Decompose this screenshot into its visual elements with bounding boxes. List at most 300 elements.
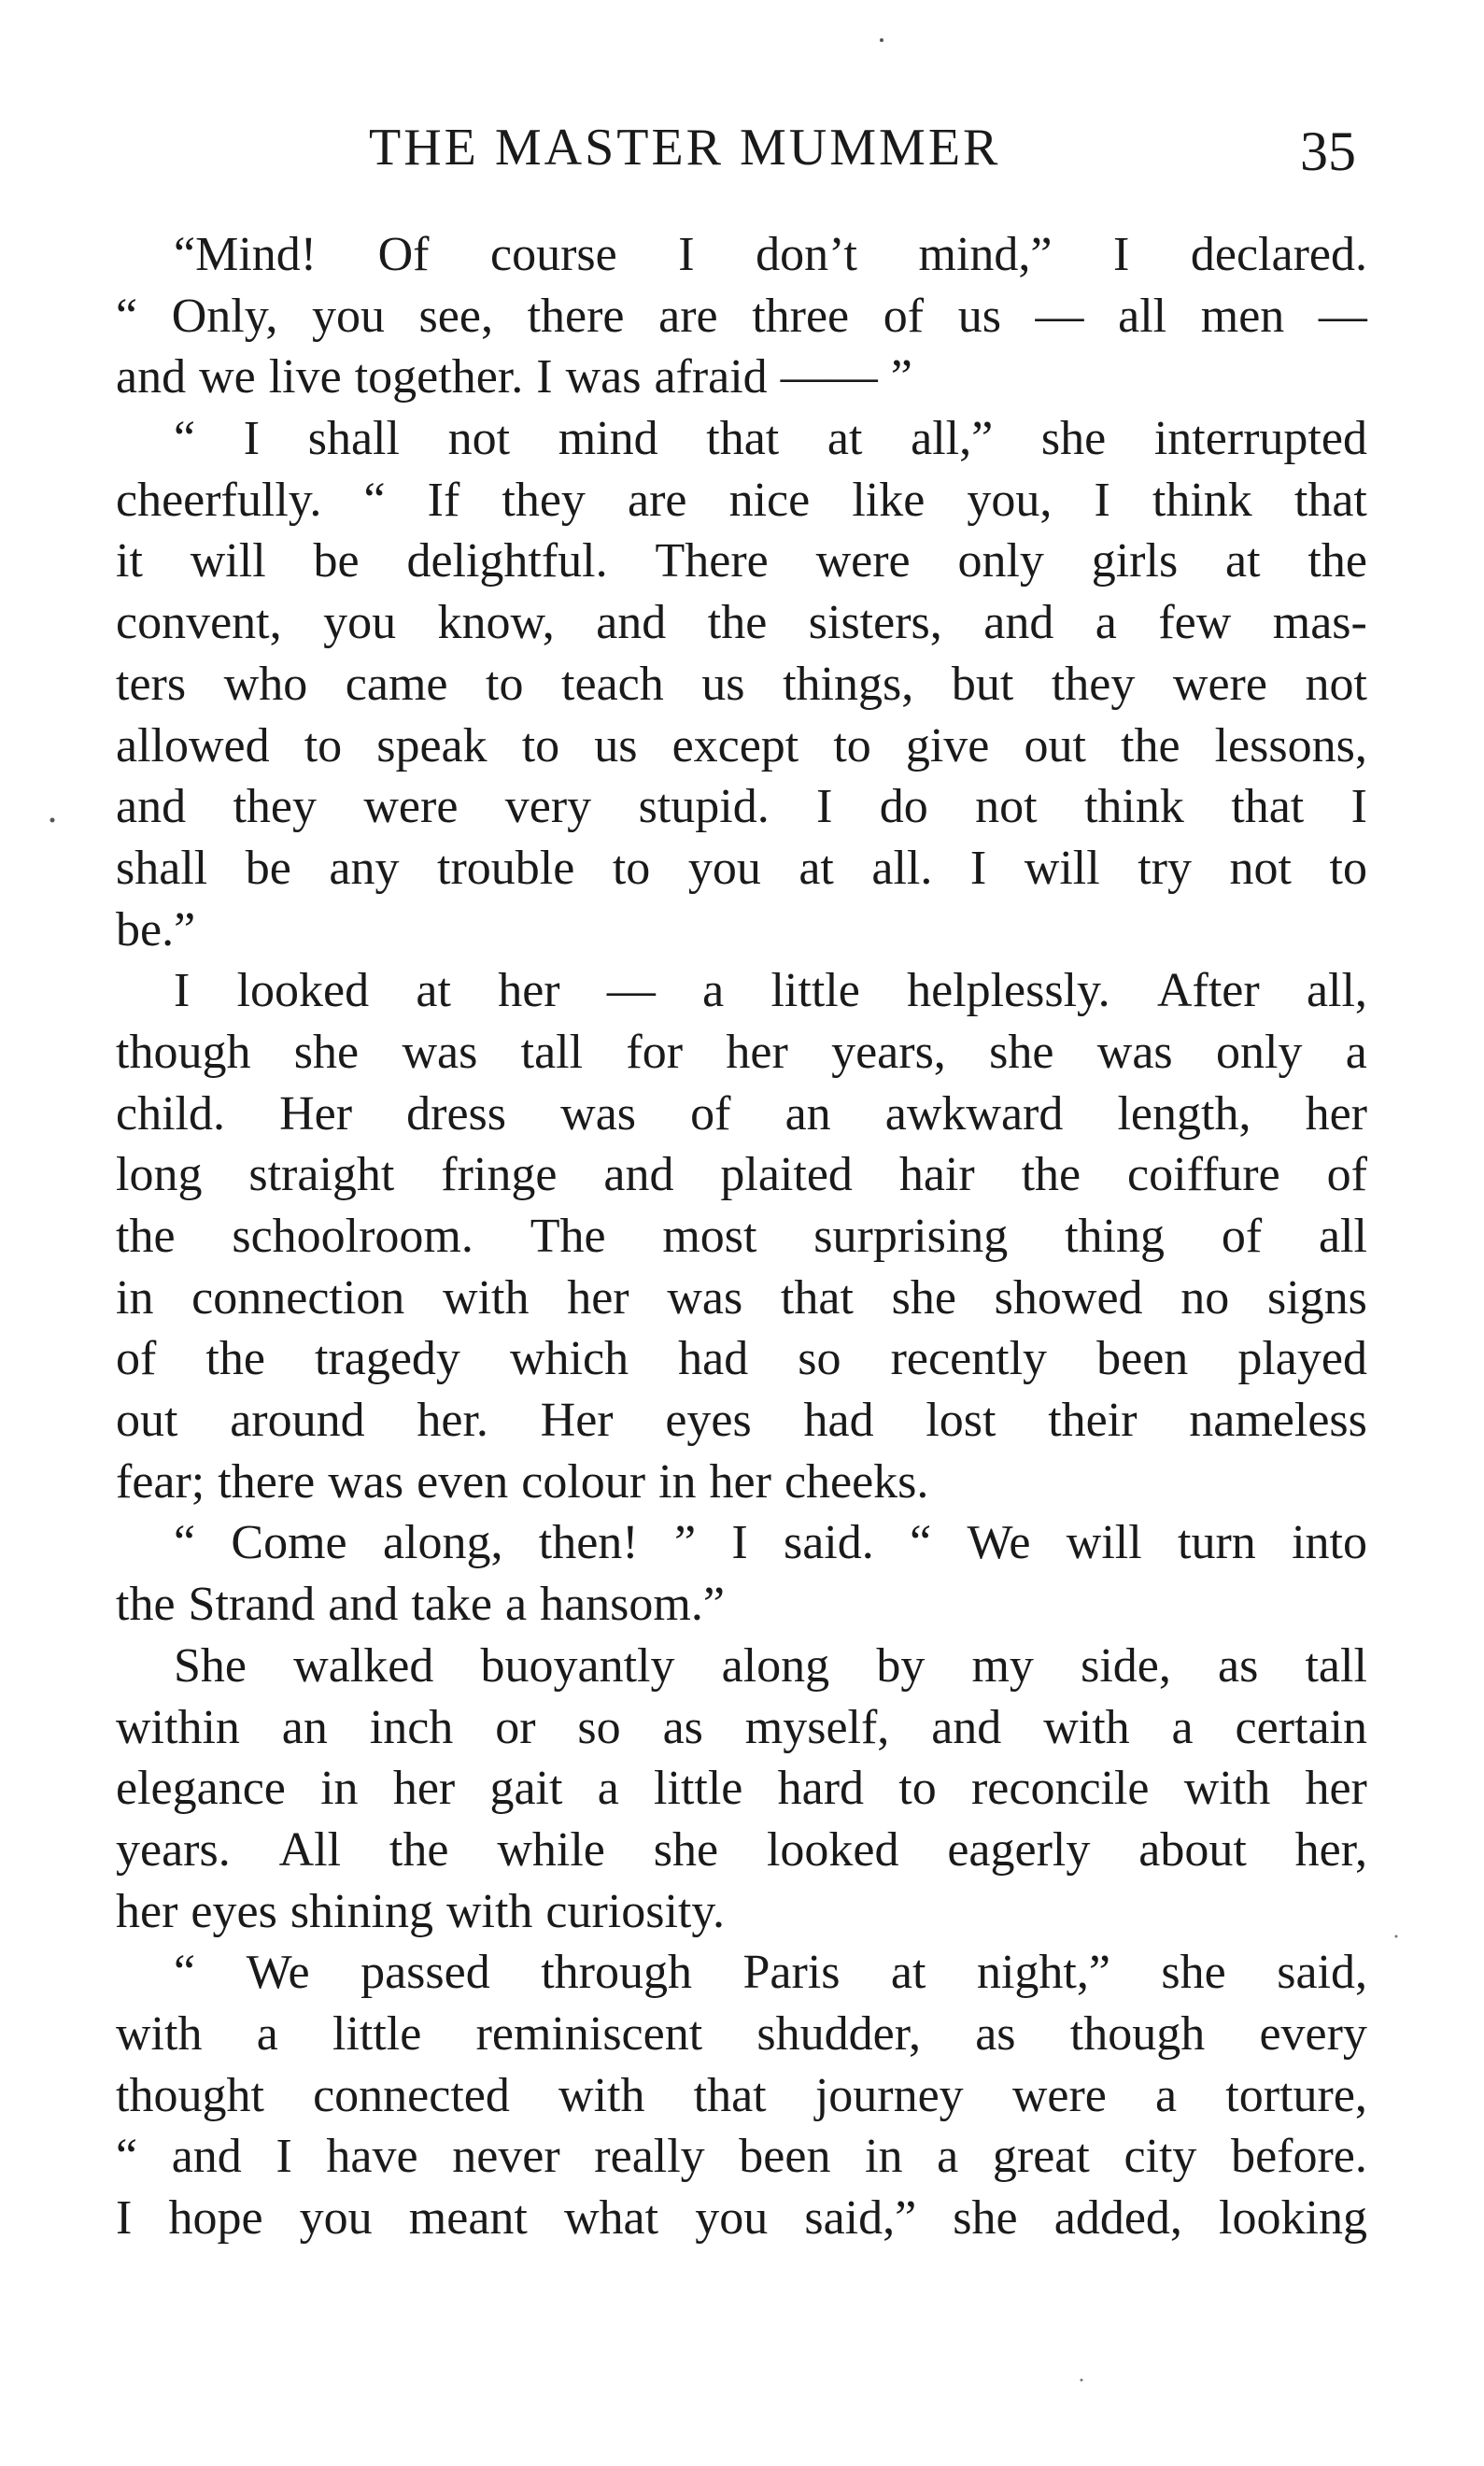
word: what — [563, 2191, 659, 2245]
word: was — [667, 1270, 743, 1325]
word: to — [486, 657, 524, 711]
word: nameless — [1189, 1394, 1367, 1448]
word: all, — [1306, 964, 1367, 1018]
word: played — [1237, 1332, 1367, 1386]
word: we — [199, 350, 256, 404]
word: —— — [780, 350, 878, 404]
word: men — [1200, 289, 1285, 343]
word: only — [957, 534, 1044, 588]
text-line — [116, 654, 1367, 716]
word: together. — [354, 350, 524, 404]
text-line — [116, 1820, 1367, 1881]
speck — [1081, 2379, 1083, 2382]
word: by — [876, 1638, 926, 1693]
word: a — [505, 1578, 528, 1632]
speck — [50, 818, 55, 823]
word: I — [276, 2130, 292, 2184]
word: a — [1095, 596, 1117, 650]
word: in — [658, 1454, 697, 1509]
word: at — [890, 1946, 926, 2000]
word: very — [504, 780, 592, 834]
word: that — [780, 1270, 854, 1325]
text-line — [116, 2126, 1367, 2188]
word: was — [1096, 1025, 1173, 1079]
word: about — [1138, 1822, 1247, 1877]
text-line — [116, 1758, 1367, 1820]
word: her — [1305, 1086, 1367, 1141]
word: with — [116, 2006, 203, 2061]
word: all — [1118, 289, 1167, 343]
word: a — [1155, 2068, 1178, 2122]
text-line — [116, 1881, 1367, 1943]
text-line — [116, 1268, 1367, 1329]
word: thought — [116, 2068, 264, 2122]
text-line — [116, 1452, 1367, 1513]
word: not — [1229, 841, 1292, 895]
word: girls — [1091, 534, 1179, 588]
word: think — [1083, 780, 1184, 834]
word: tall — [520, 1025, 584, 1079]
word: you — [299, 2191, 373, 2245]
word: helplessly. — [907, 964, 1110, 1018]
word: hope — [168, 2191, 263, 2245]
word: — — [606, 964, 656, 1018]
word: be — [313, 534, 360, 588]
text-line — [116, 2065, 1367, 2127]
word: she — [293, 1025, 360, 1079]
word: that — [1231, 780, 1305, 834]
word: I — [116, 2191, 133, 2245]
text-line — [116, 1144, 1367, 1206]
word: a — [597, 1762, 619, 1816]
word: speak — [376, 718, 488, 772]
word: a — [1171, 1700, 1194, 1754]
word: they — [502, 473, 586, 527]
text-line — [116, 1636, 1367, 1697]
word: though — [116, 1025, 251, 1079]
word: had — [803, 1394, 874, 1448]
word: child. — [116, 1086, 225, 1141]
text-line — [116, 347, 1367, 408]
word: looked — [236, 964, 370, 1018]
word: awkward — [884, 1086, 1064, 1141]
word: that — [1293, 473, 1367, 527]
word: was — [565, 350, 642, 404]
word: had — [678, 1332, 749, 1386]
word: live — [268, 350, 342, 404]
word: added, — [1053, 2191, 1182, 2245]
word: so — [798, 1332, 841, 1386]
word: the — [116, 1578, 176, 1632]
word: she — [989, 1025, 1054, 1079]
word: with — [445, 1884, 533, 1938]
word: ” — [890, 350, 912, 404]
word: said. — [783, 1516, 874, 1570]
word: hansom.” — [540, 1578, 725, 1632]
word: I — [1350, 780, 1367, 834]
word: it — [116, 534, 143, 588]
word: I — [816, 780, 833, 834]
word: and — [983, 596, 1054, 650]
word: Her — [540, 1394, 614, 1448]
running-head — [0, 110, 1484, 185]
word: torture, — [1225, 2068, 1367, 2122]
word: interrupted — [1153, 412, 1367, 466]
word: of — [1221, 1210, 1263, 1263]
word: and — [931, 1700, 1002, 1754]
word: great — [992, 2130, 1090, 2184]
word: a — [937, 2130, 959, 2184]
word: — — [1035, 289, 1084, 343]
word: before. — [1231, 2130, 1367, 2184]
word: not — [1305, 657, 1367, 711]
speck — [880, 38, 883, 42]
word: were — [1011, 2068, 1107, 2122]
word: Paris — [742, 1946, 841, 2000]
word: in — [116, 1270, 154, 1325]
word: I — [969, 841, 987, 895]
word: I — [1113, 228, 1130, 281]
word: cheerfully. — [116, 473, 322, 527]
text-line — [116, 838, 1367, 900]
word: coiffure — [1127, 1148, 1280, 1202]
word: out — [1024, 718, 1086, 772]
text-line — [116, 1390, 1367, 1452]
word: there — [218, 1454, 316, 1509]
word: to — [833, 718, 871, 772]
word: I — [536, 350, 553, 404]
word: most — [662, 1210, 757, 1263]
word: then! — [538, 1516, 639, 1570]
word: along — [721, 1638, 830, 1693]
word: declared. — [1190, 228, 1367, 281]
word: long — [116, 1148, 203, 1202]
word: the — [1121, 718, 1180, 772]
word: were — [363, 780, 459, 834]
text-line — [116, 2188, 1367, 2249]
word: at — [1225, 534, 1261, 588]
word: of — [883, 289, 925, 343]
word: walked — [293, 1638, 434, 1693]
word: she — [1161, 1946, 1226, 2000]
word: convent, — [116, 596, 282, 650]
word: you, — [967, 473, 1053, 527]
text-line — [116, 1574, 1367, 1636]
word: I — [174, 964, 191, 1018]
word: will — [1066, 1516, 1142, 1570]
word: trouble — [437, 841, 575, 895]
text-line — [116, 286, 1367, 347]
word: looking — [1219, 2191, 1367, 2245]
word: an — [281, 1700, 328, 1754]
word: was — [560, 1086, 637, 1141]
word: dress — [406, 1086, 507, 1141]
word: meant — [408, 2191, 528, 2245]
word: “ — [174, 1516, 196, 1570]
word: ” — [673, 1516, 697, 1570]
word: do — [879, 780, 928, 834]
word: us — [957, 289, 1001, 343]
word: her — [392, 1762, 456, 1816]
page-number: 35 — [1300, 120, 1356, 182]
word: even — [417, 1454, 509, 1509]
word: you — [687, 841, 761, 895]
word: give — [905, 718, 990, 772]
word: my — [971, 1638, 1034, 1693]
word: thing — [1065, 1210, 1166, 1263]
body-text — [116, 224, 1367, 2249]
word: an — [784, 1086, 831, 1141]
word: and — [328, 1578, 399, 1632]
word: I — [1094, 473, 1110, 527]
word: with — [1043, 1700, 1130, 1754]
word: which — [509, 1332, 629, 1386]
word: eyes — [665, 1394, 752, 1448]
word: around — [230, 1394, 365, 1448]
word: years. — [116, 1822, 231, 1877]
word: “ — [116, 2130, 138, 2184]
word: eagerly — [947, 1822, 1091, 1877]
text-line — [116, 1328, 1367, 1390]
word: All — [278, 1822, 342, 1877]
word: they — [1051, 657, 1136, 711]
word: — — [1318, 289, 1367, 343]
word: her — [498, 964, 560, 1018]
word: said, — [1277, 1946, 1367, 2000]
word: don’t — [756, 228, 857, 281]
word: who — [223, 657, 308, 711]
word: her — [726, 1025, 788, 1079]
word: their — [1048, 1394, 1138, 1448]
word: every — [1259, 2006, 1367, 2061]
word: If — [427, 473, 460, 527]
word: came — [345, 657, 448, 711]
word: few — [1158, 596, 1232, 650]
word: her — [567, 1270, 629, 1325]
word: I — [678, 228, 695, 281]
word: said,” — [804, 2191, 917, 2245]
word: with — [558, 2068, 645, 2122]
text-line — [116, 408, 1367, 470]
word: she — [1040, 412, 1107, 466]
word: connection — [191, 1270, 405, 1325]
word: length, — [1117, 1086, 1251, 1141]
word: nice — [728, 473, 811, 527]
word: allowed — [116, 718, 270, 772]
word: you — [311, 289, 385, 343]
word: take — [411, 1578, 492, 1632]
word: “ — [174, 412, 196, 466]
word: was — [328, 1454, 404, 1509]
word: she — [953, 2191, 1018, 2245]
word: really — [594, 2130, 705, 2184]
word: all. — [871, 841, 933, 895]
word: that — [693, 2068, 767, 2122]
word: she — [653, 1822, 719, 1877]
word: except — [671, 718, 799, 772]
word: a — [702, 964, 725, 1018]
word: her — [116, 1884, 178, 1938]
word: lessons, — [1214, 718, 1367, 772]
word: fringe — [441, 1148, 558, 1202]
word: think — [1152, 473, 1252, 527]
word: you — [695, 2191, 769, 2245]
word: of — [1326, 1148, 1367, 1202]
word: certain — [1235, 1700, 1367, 1754]
word: buoyantly — [480, 1638, 675, 1693]
word: cheeks. — [784, 1454, 929, 1509]
word: were — [815, 534, 911, 588]
word: schoolroom. — [232, 1210, 473, 1263]
text-line — [116, 716, 1367, 777]
word: showed — [994, 1270, 1143, 1325]
running-title: THE MASTER MUMMER — [369, 119, 1001, 177]
word: in — [320, 1762, 359, 1816]
word: connected — [313, 2068, 510, 2122]
word: through — [541, 1946, 692, 2000]
word: ters — [116, 657, 187, 711]
word: little — [332, 2006, 422, 2061]
word: shudder, — [756, 2006, 921, 2061]
word: not — [447, 412, 511, 466]
word: and — [596, 596, 667, 650]
word: We — [967, 1516, 1031, 1570]
word: I — [243, 412, 261, 466]
word: any — [329, 841, 400, 895]
word: try — [1138, 841, 1192, 895]
word: myself, — [744, 1700, 890, 1754]
word: never — [452, 2130, 560, 2184]
word: been — [739, 2130, 831, 2184]
word: there — [527, 289, 625, 343]
word: and — [171, 2130, 242, 2184]
word: and — [116, 350, 187, 404]
word: afraid — [654, 350, 768, 404]
word: to — [521, 718, 560, 772]
word: Come — [231, 1516, 347, 1570]
word: and — [603, 1148, 674, 1202]
word: tall — [1305, 1638, 1367, 1693]
word: little — [770, 964, 860, 1018]
text-line — [116, 960, 1367, 1022]
word: “ — [363, 473, 386, 527]
word: years, — [831, 1025, 946, 1079]
word: looked — [766, 1822, 899, 1877]
word: but — [951, 657, 1014, 711]
word: the — [1021, 1148, 1081, 1202]
word: not — [975, 780, 1038, 834]
word: within — [116, 1700, 240, 1754]
word: course — [490, 228, 617, 281]
word: stupid. — [638, 780, 770, 834]
word: while — [497, 1822, 605, 1877]
word: sisters, — [808, 596, 942, 650]
word: be.” — [116, 902, 196, 957]
word: to — [612, 841, 651, 895]
word: teach — [561, 657, 664, 711]
word: out — [116, 1394, 178, 1448]
word: eyes — [191, 1884, 277, 1938]
word: I — [731, 1516, 748, 1570]
text-line — [116, 776, 1367, 838]
word: been — [1096, 1332, 1189, 1386]
word: three — [752, 289, 850, 343]
word: only — [1216, 1025, 1303, 1079]
text-line — [116, 1206, 1367, 1268]
word: delightful. — [406, 534, 608, 588]
word: in — [865, 2130, 903, 2184]
word: hard — [777, 1762, 865, 1816]
word: was — [402, 1025, 478, 1079]
word: as — [975, 2006, 1016, 2061]
word: like — [852, 473, 926, 527]
text-line — [116, 2004, 1367, 2065]
word: passed — [360, 1946, 490, 2000]
word: We — [246, 1946, 310, 2000]
word: shall — [307, 412, 400, 466]
word: After — [1156, 964, 1260, 1018]
word: are — [628, 473, 687, 527]
word: surprising — [813, 1210, 1009, 1263]
word: us — [701, 657, 745, 711]
word: her — [1305, 1762, 1367, 1816]
word: the — [116, 1210, 176, 1263]
word: the — [707, 596, 768, 650]
word: night,” — [976, 1946, 1110, 2000]
word: curiosity. — [545, 1884, 726, 1938]
word: “Mind! — [174, 228, 318, 281]
word: Strand — [188, 1578, 316, 1632]
word: she — [891, 1270, 956, 1325]
word: “ — [910, 1516, 932, 1570]
word: see, — [418, 289, 493, 343]
text-line — [116, 1697, 1367, 1759]
word: reminiscent — [475, 2006, 703, 2061]
word: the — [389, 1822, 449, 1877]
word: the — [1307, 534, 1367, 588]
word: with — [443, 1270, 530, 1325]
word: they — [233, 780, 317, 834]
word: of — [116, 1332, 157, 1386]
word: into — [1292, 1516, 1367, 1570]
word: a — [256, 2006, 278, 2061]
word: journey — [814, 2068, 964, 2122]
word: hair — [898, 1148, 975, 1202]
word: She — [174, 1638, 247, 1693]
word: to — [898, 1762, 937, 1816]
word: elegance — [116, 1762, 286, 1816]
word: will — [190, 534, 266, 588]
word: mas- — [1272, 596, 1367, 650]
word: Of — [377, 228, 430, 281]
text-line — [116, 1084, 1367, 1145]
word: along, — [382, 1516, 503, 1570]
word: Her — [279, 1086, 353, 1141]
word: at — [416, 964, 451, 1018]
word: city — [1124, 2130, 1197, 2184]
word: the — [205, 1332, 265, 1386]
word: colour — [521, 1454, 646, 1509]
word: side, — [1081, 1638, 1171, 1693]
text-line — [116, 1022, 1367, 1084]
text-line — [116, 224, 1367, 286]
word: There — [655, 534, 769, 588]
word: a — [1345, 1025, 1367, 1079]
word: will — [1024, 841, 1100, 895]
word: though — [1069, 2006, 1206, 2061]
word: to — [1329, 841, 1367, 895]
word: mind — [558, 412, 658, 466]
